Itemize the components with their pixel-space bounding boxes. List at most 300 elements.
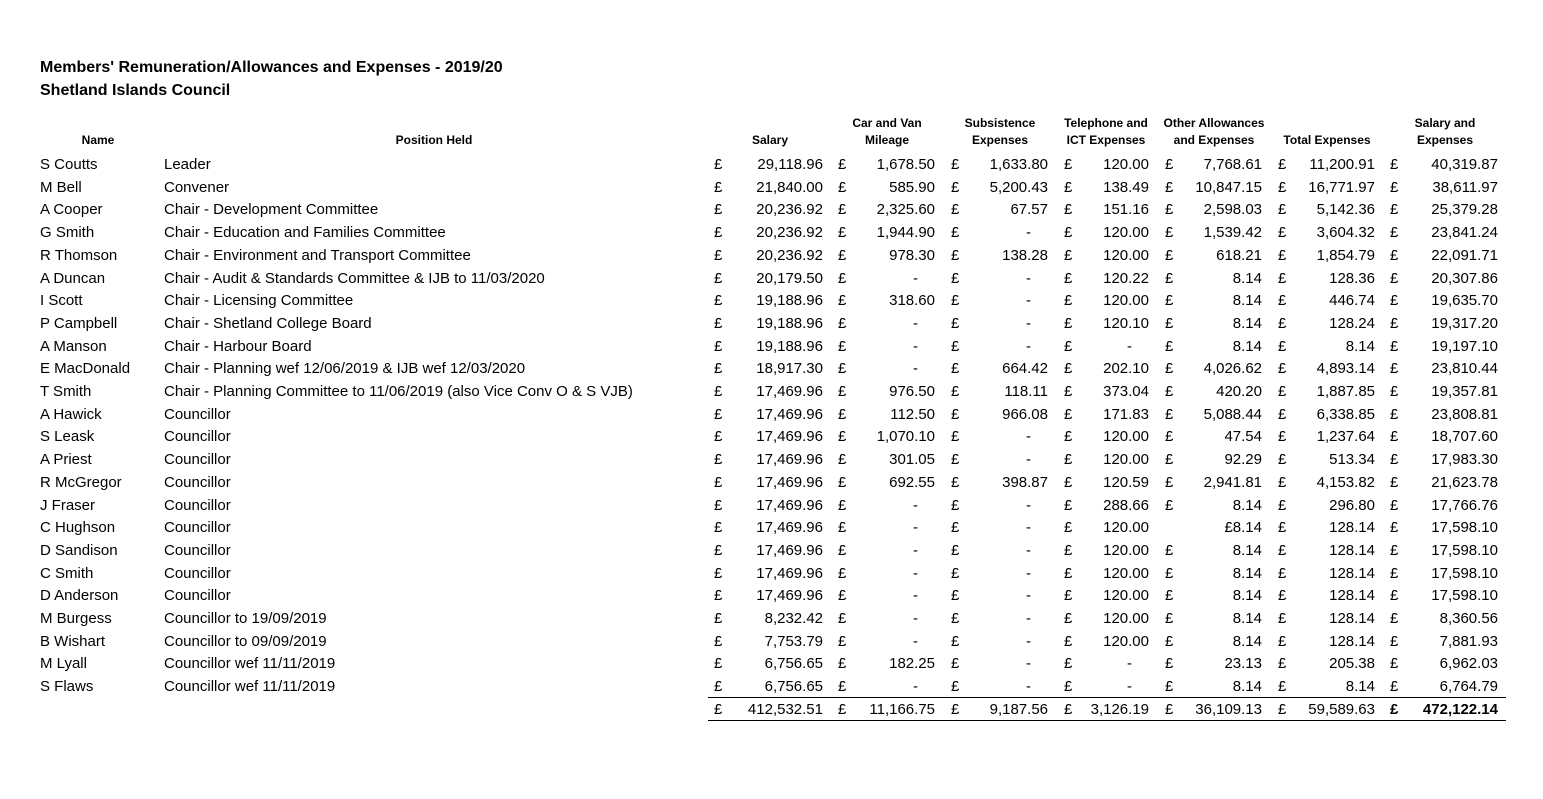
tel-currency: £ bbox=[1064, 405, 1073, 423]
salary-value: 19,188.96 bbox=[756, 292, 823, 310]
total-currency: £ bbox=[1278, 224, 1287, 242]
car-value: 1,070.10 bbox=[876, 428, 935, 446]
position-held: Councillor bbox=[164, 564, 231, 582]
subs-currency: £ bbox=[951, 405, 960, 423]
car-currency: £ bbox=[838, 541, 847, 559]
other-value: 8.14 bbox=[1232, 564, 1262, 582]
salary-value: 17,469.96 bbox=[756, 587, 823, 605]
other-value: 10,847.15 bbox=[1195, 178, 1262, 196]
salary-currency: £ bbox=[714, 564, 723, 582]
other-value: 47.54 bbox=[1224, 428, 1262, 446]
other-value: 8.14 bbox=[1232, 292, 1262, 310]
tel-value: 120.59 bbox=[1103, 473, 1149, 491]
car-value: 978.30 bbox=[889, 246, 935, 264]
position-held: Councillor wef 11/11/2019 bbox=[164, 655, 336, 673]
salary-value: 17,469.96 bbox=[756, 541, 823, 559]
tel-currency: £ bbox=[1064, 519, 1073, 537]
other-value: 8.14 bbox=[1232, 541, 1262, 559]
car-value: - bbox=[913, 496, 918, 514]
table-row bbox=[0, 221, 1543, 244]
sal_exp-value: 17,598.10 bbox=[1431, 541, 1498, 559]
header-se-line1: Salary and bbox=[1414, 116, 1476, 130]
position-held: Chair - Development Committee bbox=[164, 201, 379, 219]
total-currency: £ bbox=[1278, 428, 1287, 446]
sal_exp-currency: £ bbox=[1390, 337, 1399, 355]
sal_exp-currency: £ bbox=[1390, 519, 1399, 537]
subs-value: 664.42 bbox=[1002, 360, 1048, 378]
total-value: 1,237.64 bbox=[1316, 428, 1375, 446]
subs-value: - bbox=[1026, 587, 1031, 605]
position-held: Councillor bbox=[164, 519, 231, 537]
other-currency: £ bbox=[1165, 178, 1174, 196]
salary-value: 8,232.42 bbox=[764, 610, 823, 627]
table-row bbox=[0, 516, 1543, 539]
salary-value: 18,917.30 bbox=[756, 360, 823, 378]
salary-value: 6,756.65 bbox=[764, 655, 823, 673]
sal_exp-currency: £ bbox=[1390, 269, 1399, 287]
other-currency: £ bbox=[1165, 337, 1174, 355]
totals-subs-currency: £ bbox=[951, 701, 960, 718]
total-currency: £ bbox=[1278, 269, 1287, 287]
member-name: M Lyall bbox=[40, 655, 87, 673]
sal_exp-value: 19,317.20 bbox=[1431, 314, 1498, 332]
position-held: Councillor bbox=[164, 587, 231, 605]
total-value: 128.36 bbox=[1329, 269, 1375, 287]
total-currency: £ bbox=[1278, 564, 1287, 582]
subs-value: - bbox=[1026, 632, 1031, 650]
position-held: Chair - Harbour Board bbox=[164, 337, 312, 355]
car-value: - bbox=[913, 610, 918, 627]
sal_exp-value: 17,598.10 bbox=[1431, 519, 1498, 537]
total-currency: £ bbox=[1278, 451, 1287, 469]
tel-value: 373.04 bbox=[1103, 383, 1149, 400]
header-subs-line1: Subsistence bbox=[964, 116, 1036, 130]
member-name: G Smith bbox=[40, 224, 95, 242]
sal_exp-currency: £ bbox=[1390, 678, 1399, 696]
report-title: Members' Remuneration/Allowances and Expenses - 2019/20 bbox=[40, 59, 503, 76]
member-name: R Thomson bbox=[40, 246, 118, 264]
totals-total: 59,589.63 bbox=[1308, 701, 1375, 718]
header-telephone bbox=[1056, 115, 1156, 149]
salary-currency: £ bbox=[714, 655, 723, 673]
subs-value: 138.28 bbox=[1002, 246, 1048, 264]
header-other-line1: Other Allowances bbox=[1163, 116, 1265, 130]
sal_exp-value: 17,766.76 bbox=[1431, 496, 1498, 514]
tel-value: 288.66 bbox=[1103, 496, 1149, 514]
subs-value: - bbox=[1026, 610, 1031, 627]
member-name: C Smith bbox=[40, 564, 94, 582]
subs-currency: £ bbox=[951, 360, 960, 378]
tel-currency: £ bbox=[1064, 541, 1073, 559]
total-currency: £ bbox=[1278, 383, 1287, 400]
header-other-line2: and Expenses bbox=[1173, 133, 1255, 147]
tel-currency: £ bbox=[1064, 655, 1073, 673]
car-value: 182.25 bbox=[889, 655, 935, 673]
other-value: 8.14 bbox=[1232, 269, 1262, 287]
total-value: 128.14 bbox=[1329, 519, 1375, 537]
sal_exp-currency: £ bbox=[1390, 541, 1399, 559]
car-currency: £ bbox=[838, 201, 847, 219]
subs-currency: £ bbox=[951, 541, 960, 559]
subs-currency: £ bbox=[951, 428, 960, 446]
car-value: - bbox=[913, 632, 918, 650]
other-value: 5,088.44 bbox=[1203, 405, 1262, 423]
other-currency: £ bbox=[1165, 451, 1174, 469]
subs-currency: £ bbox=[951, 496, 960, 514]
total-value: 446.74 bbox=[1329, 292, 1375, 310]
tel-currency: £ bbox=[1064, 451, 1073, 469]
position-held: Chair - Licensing Committee bbox=[164, 292, 354, 310]
salary-value: 17,469.96 bbox=[756, 496, 823, 514]
table-row bbox=[0, 289, 1543, 312]
total-currency: £ bbox=[1278, 632, 1287, 650]
table-row bbox=[0, 652, 1543, 675]
car-currency: £ bbox=[838, 156, 847, 173]
salary-currency: £ bbox=[714, 541, 723, 559]
total-currency: £ bbox=[1278, 156, 1287, 173]
sal_exp-currency: £ bbox=[1390, 224, 1399, 242]
header-car-line1: Car and Van bbox=[852, 116, 922, 130]
total-value: 128.14 bbox=[1329, 610, 1375, 627]
salary-value: 19,188.96 bbox=[756, 314, 823, 332]
position-held: Councillor bbox=[164, 496, 231, 514]
header-salary: Salary bbox=[751, 133, 789, 147]
salary-value: 6,756.65 bbox=[764, 678, 823, 696]
subs-value: 67.57 bbox=[1010, 201, 1048, 219]
car-currency: £ bbox=[838, 610, 847, 627]
header-position: Position Held bbox=[395, 133, 473, 147]
salary-value: 20,179.50 bbox=[756, 269, 823, 287]
sal_exp-currency: £ bbox=[1390, 655, 1399, 673]
sal_exp-currency: £ bbox=[1390, 383, 1399, 400]
header-name: Name bbox=[81, 133, 115, 147]
total-value: 1,887.85 bbox=[1316, 383, 1375, 400]
salary-value: 17,469.96 bbox=[756, 405, 823, 423]
salary-value: 17,469.96 bbox=[756, 564, 823, 582]
salary-value: 20,236.92 bbox=[756, 224, 823, 242]
position-held: Chair - Audit & Standards Committee & IJB to 11/03/2020 bbox=[164, 269, 545, 287]
subs-currency: £ bbox=[951, 224, 960, 242]
table-row bbox=[0, 357, 1543, 380]
salary-currency: £ bbox=[714, 610, 723, 627]
salary-value: 17,469.96 bbox=[756, 519, 823, 537]
total-value: 128.14 bbox=[1329, 632, 1375, 650]
table-row bbox=[0, 153, 1543, 176]
total-currency: £ bbox=[1278, 337, 1287, 355]
subs-currency: £ bbox=[951, 292, 960, 310]
salary-currency: £ bbox=[714, 314, 723, 332]
car-value: - bbox=[913, 360, 918, 378]
salary-currency: £ bbox=[714, 224, 723, 242]
header-other-allowances bbox=[1154, 115, 1274, 149]
sal_exp-currency: £ bbox=[1390, 587, 1399, 605]
car-currency: £ bbox=[838, 632, 847, 650]
other-currency: £ bbox=[1165, 314, 1174, 332]
subs-value: - bbox=[1026, 496, 1031, 514]
tel-value: 120.00 bbox=[1103, 292, 1149, 310]
totals-other: 36,109.13 bbox=[1195, 701, 1262, 718]
sal_exp-value: 40,319.87 bbox=[1431, 156, 1498, 173]
header-salary-and-expenses bbox=[1395, 115, 1495, 149]
member-name: A Priest bbox=[40, 451, 92, 469]
header-car-line2: Mileage bbox=[864, 133, 909, 147]
position-held: Chair - Planning wef 12/06/2019 & IJB wef 12/03/2020 bbox=[164, 360, 526, 378]
member-name: S Leask bbox=[40, 428, 95, 446]
subs-currency: £ bbox=[951, 564, 960, 582]
other-value: 8.14 bbox=[1232, 587, 1262, 605]
sal_exp-currency: £ bbox=[1390, 632, 1399, 650]
total-value: 4,893.14 bbox=[1316, 360, 1375, 378]
subs-value: - bbox=[1026, 655, 1031, 673]
position-held: Councillor wef 11/11/2019 bbox=[164, 678, 336, 696]
subs-currency: £ bbox=[951, 269, 960, 287]
position-held: Councillor bbox=[164, 473, 231, 491]
salary-currency: £ bbox=[714, 360, 723, 378]
other-currency: £ bbox=[1165, 610, 1174, 627]
other-currency: £ bbox=[1165, 564, 1174, 582]
subs-currency: £ bbox=[951, 632, 960, 650]
car-currency: £ bbox=[838, 224, 847, 242]
subs-value: 966.08 bbox=[1002, 405, 1048, 423]
other-currency: £ bbox=[1165, 473, 1174, 491]
tel-currency: £ bbox=[1064, 156, 1073, 173]
member-name: P Campbell bbox=[40, 314, 118, 332]
other-currency: £ bbox=[1165, 496, 1174, 514]
sal_exp-currency: £ bbox=[1390, 246, 1399, 264]
car-currency: £ bbox=[838, 383, 847, 400]
subs-currency: £ bbox=[951, 156, 960, 173]
salary-currency: £ bbox=[714, 519, 723, 537]
car-value: 1,944.90 bbox=[876, 224, 935, 242]
subs-value: 1,633.80 bbox=[989, 156, 1048, 173]
sal_exp-value: 6,764.79 bbox=[1439, 678, 1498, 696]
other-currency: £ bbox=[1165, 587, 1174, 605]
total-currency: £ bbox=[1278, 587, 1287, 605]
other-currency: £ bbox=[1165, 246, 1174, 264]
other-value: £8.14 bbox=[1224, 519, 1262, 537]
car-value: - bbox=[913, 541, 918, 559]
subs-currency: £ bbox=[951, 519, 960, 537]
car-currency: £ bbox=[838, 473, 847, 491]
total-currency: £ bbox=[1278, 314, 1287, 332]
sal_exp-currency: £ bbox=[1390, 292, 1399, 310]
salary-currency: £ bbox=[714, 473, 723, 491]
header-subs-line2: Expenses bbox=[971, 133, 1029, 147]
table-row bbox=[0, 584, 1543, 607]
total-currency: £ bbox=[1278, 655, 1287, 673]
tel-value: 120.00 bbox=[1103, 587, 1149, 605]
total-currency: £ bbox=[1278, 496, 1287, 514]
sal_exp-value: 22,091.71 bbox=[1431, 246, 1498, 264]
car-value: 318.60 bbox=[889, 292, 935, 310]
total-value: 296.80 bbox=[1329, 496, 1375, 514]
total-currency: £ bbox=[1278, 292, 1287, 310]
other-value: 8.14 bbox=[1232, 632, 1262, 650]
sal_exp-currency: £ bbox=[1390, 405, 1399, 423]
total-currency: £ bbox=[1278, 541, 1287, 559]
member-name: B Wishart bbox=[40, 632, 106, 650]
other-value: 8.14 bbox=[1232, 610, 1262, 627]
tel-value: 120.00 bbox=[1103, 610, 1149, 627]
header-car-mileage bbox=[837, 115, 937, 149]
total-value: 6,338.85 bbox=[1316, 405, 1375, 423]
salary-currency: £ bbox=[714, 632, 723, 650]
total-value: 4,153.82 bbox=[1316, 473, 1375, 491]
total-value: 128.14 bbox=[1329, 587, 1375, 605]
tel-value: 171.83 bbox=[1103, 405, 1149, 423]
salary-currency: £ bbox=[714, 678, 723, 696]
other-value: 23.13 bbox=[1224, 655, 1262, 673]
sal_exp-value: 23,808.81 bbox=[1431, 405, 1498, 423]
other-currency: £ bbox=[1165, 632, 1174, 650]
position-held: Councillor bbox=[164, 541, 231, 559]
car-value: - bbox=[913, 519, 918, 537]
sal_exp-currency: £ bbox=[1390, 496, 1399, 514]
tel-currency: £ bbox=[1064, 201, 1073, 219]
tel-value: - bbox=[1127, 337, 1132, 355]
salary-currency: £ bbox=[714, 587, 723, 605]
other-currency: £ bbox=[1165, 541, 1174, 559]
other-currency: £ bbox=[1165, 405, 1174, 423]
totals-tel-currency: £ bbox=[1064, 701, 1073, 718]
salary-currency: £ bbox=[714, 451, 723, 469]
sal_exp-value: 38,611.97 bbox=[1432, 178, 1498, 196]
subs-value: 5,200.43 bbox=[989, 178, 1048, 196]
sal_exp-currency: £ bbox=[1390, 314, 1399, 332]
salary-currency: £ bbox=[714, 246, 723, 264]
subs-currency: £ bbox=[951, 178, 960, 196]
tel-value: 120.10 bbox=[1103, 314, 1149, 332]
subs-currency: £ bbox=[951, 473, 960, 491]
salary-value: 20,236.92 bbox=[756, 246, 823, 264]
car-currency: £ bbox=[838, 246, 847, 264]
sal_exp-value: 17,598.10 bbox=[1431, 564, 1498, 582]
member-name: M Bell bbox=[40, 178, 82, 196]
other-value: 618.21 bbox=[1216, 246, 1262, 264]
car-currency: £ bbox=[838, 178, 847, 196]
car-value: 976.50 bbox=[889, 383, 935, 400]
position-held: Chair - Planning Committee to 11/06/2019 (also Vice Conv O & S VJB) bbox=[164, 383, 633, 400]
sal_exp-value: 19,197.10 bbox=[1431, 337, 1498, 355]
tel-value: 151.16 bbox=[1103, 201, 1149, 219]
totals-salary-and-expenses: 472,122.14 bbox=[1422, 701, 1498, 718]
sal_exp-value: 20,307.86 bbox=[1431, 269, 1498, 287]
tel-value: 120.00 bbox=[1103, 519, 1149, 537]
other-value: 4,026.62 bbox=[1203, 360, 1262, 378]
subs-currency: £ bbox=[951, 201, 960, 219]
car-currency: £ bbox=[838, 564, 847, 582]
car-value: 301.05 bbox=[889, 451, 935, 469]
subs-currency: £ bbox=[951, 246, 960, 264]
other-value: 8.14 bbox=[1232, 496, 1262, 514]
header-se-line2: Expenses bbox=[1416, 133, 1474, 147]
totals-tel: 3,126.19 bbox=[1090, 701, 1149, 718]
total-currency: £ bbox=[1278, 246, 1287, 264]
tel-value: 120.00 bbox=[1103, 564, 1149, 582]
total-currency: £ bbox=[1278, 519, 1287, 537]
total-value: 1,854.79 bbox=[1316, 246, 1375, 264]
car-currency: £ bbox=[838, 337, 847, 355]
salary-value: 17,469.96 bbox=[756, 428, 823, 446]
total-currency: £ bbox=[1278, 201, 1287, 219]
tel-currency: £ bbox=[1064, 292, 1073, 310]
table-row bbox=[0, 494, 1543, 517]
total-value: 16,771.97 bbox=[1308, 178, 1375, 196]
salary-value: 7,753.79 bbox=[764, 632, 823, 650]
tel-currency: £ bbox=[1064, 496, 1073, 514]
salary-value: 17,469.96 bbox=[756, 451, 823, 469]
member-name: A Cooper bbox=[40, 201, 103, 219]
totals-salary-currency: £ bbox=[714, 701, 723, 718]
position-held: Chair - Environment and Transport Committee bbox=[164, 246, 471, 264]
subs-value: - bbox=[1026, 678, 1031, 696]
total-value: 128.14 bbox=[1329, 564, 1375, 582]
table-row bbox=[0, 425, 1543, 448]
salary-currency: £ bbox=[714, 428, 723, 446]
salary-currency: £ bbox=[714, 178, 723, 196]
salary-currency: £ bbox=[714, 383, 723, 400]
table-row bbox=[0, 630, 1543, 653]
other-value: 8.14 bbox=[1232, 337, 1262, 355]
total-currency: £ bbox=[1278, 405, 1287, 423]
total-value: 205.38 bbox=[1329, 655, 1375, 673]
tel-currency: £ bbox=[1064, 224, 1073, 242]
tel-value: 120.22 bbox=[1103, 269, 1149, 287]
other-value: 1,539.42 bbox=[1203, 224, 1262, 242]
header-total-expenses: Total Expenses bbox=[1283, 133, 1371, 147]
table-row bbox=[0, 562, 1543, 585]
salary-currency: £ bbox=[714, 496, 723, 514]
table-row bbox=[0, 198, 1543, 221]
sal_exp-value: 7,881.93 bbox=[1439, 632, 1498, 650]
salary-value: 20,236.92 bbox=[756, 201, 823, 219]
table-row bbox=[0, 380, 1543, 403]
member-name: D Sandison bbox=[40, 541, 118, 559]
car-value: 692.55 bbox=[889, 473, 935, 491]
car-value: 112.50 bbox=[890, 405, 935, 423]
total-value: 11,200.91 bbox=[1309, 156, 1375, 173]
table-row bbox=[0, 471, 1543, 494]
position-held: Councillor to 19/09/2019 bbox=[164, 610, 327, 627]
table-row bbox=[0, 403, 1543, 426]
car-currency: £ bbox=[838, 314, 847, 332]
tel-value: 120.00 bbox=[1103, 246, 1149, 264]
other-currency: £ bbox=[1165, 224, 1174, 242]
tel-currency: £ bbox=[1064, 178, 1073, 196]
tel-currency: £ bbox=[1064, 587, 1073, 605]
total-value: 3,604.32 bbox=[1316, 224, 1375, 242]
other-currency: £ bbox=[1165, 655, 1174, 673]
member-name: M Burgess bbox=[40, 610, 112, 627]
totals-subs: 9,187.56 bbox=[989, 701, 1048, 718]
member-name: R McGregor bbox=[40, 473, 122, 491]
tel-currency: £ bbox=[1064, 360, 1073, 378]
salary-value: 17,469.96 bbox=[756, 383, 823, 400]
subs-value: - bbox=[1026, 519, 1031, 537]
sal_exp-currency: £ bbox=[1390, 178, 1399, 196]
sal_exp-value: 21,623.78 bbox=[1431, 473, 1498, 491]
position-held: Councillor bbox=[164, 451, 231, 469]
tel-value: - bbox=[1127, 678, 1132, 696]
position-held: Leader bbox=[164, 156, 211, 173]
tel-currency: £ bbox=[1064, 678, 1073, 696]
subs-value: - bbox=[1026, 314, 1031, 332]
other-value: 92.29 bbox=[1224, 451, 1262, 469]
total-value: 128.14 bbox=[1329, 541, 1375, 559]
sal_exp-value: 25,379.28 bbox=[1431, 201, 1498, 219]
tel-currency: £ bbox=[1064, 564, 1073, 582]
table-row bbox=[0, 267, 1543, 290]
